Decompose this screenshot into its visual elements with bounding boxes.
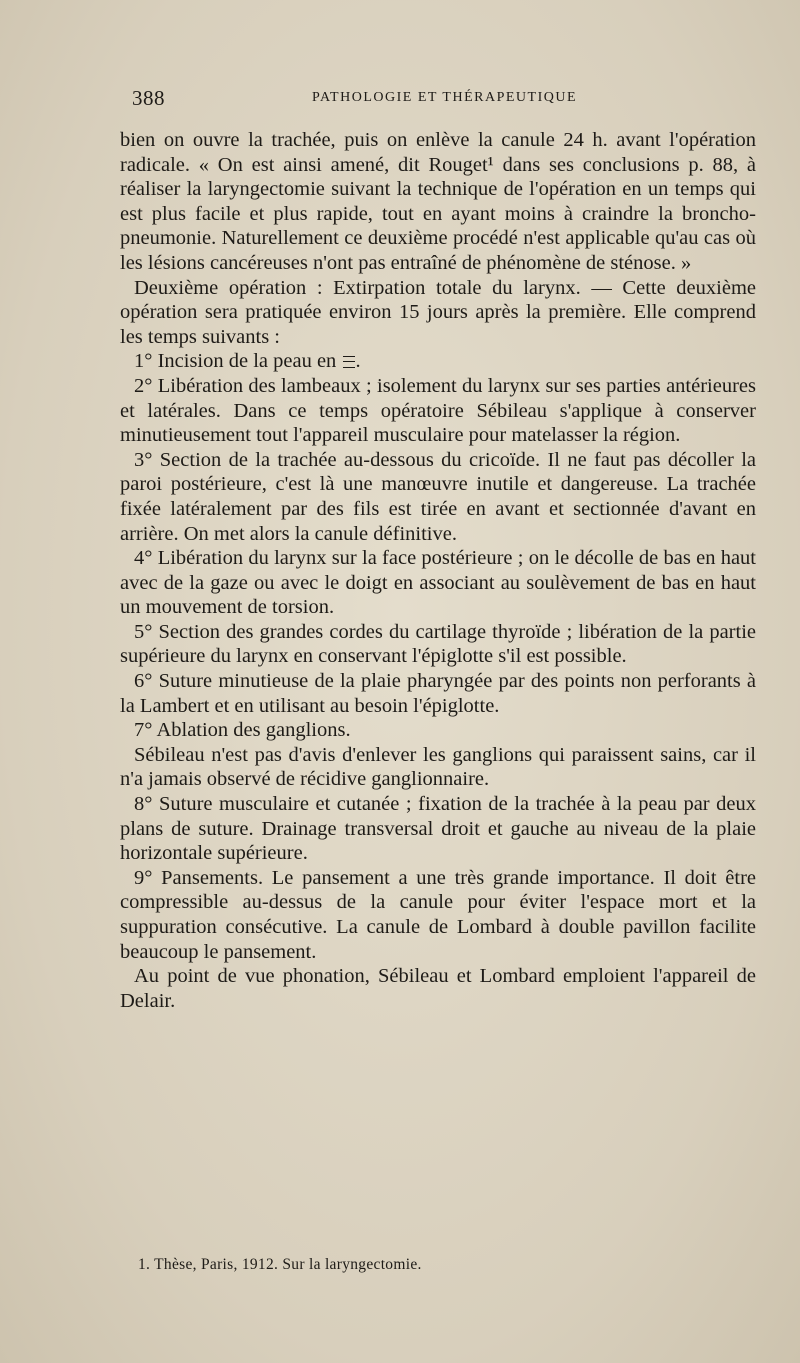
running-title: PATHOLOGIE ET THÉRAPEUTIQUE bbox=[312, 90, 578, 105]
paragraph-step-7: 7° Ablation des ganglions. bbox=[134, 719, 351, 742]
paragraph-second-operation: Deuxième opération : Extirpation totale du larynx. — Cette deuxième opération sera pratiquée environ 15 jours après la première. Elle comprend les temps suivants : bbox=[120, 276, 756, 348]
paragraph-step-6: 6° Suture minutieuse de la plaie pharyngée par des points non perforants à la Lambert et en utilisant au besoin l'épiglotte. bbox=[120, 670, 756, 717]
paragraph-step-1: 1° Incision de la peau en . bbox=[134, 350, 361, 373]
page-header bbox=[132, 86, 760, 116]
paragraph-step-9: 9° Pansements. Le pansement a une très grande importance. Il doit être compressible au-dessus de la canule pour éviter l'espace mort et la suppuration consécutive. La canule de Lombard à double pavillon facilite beaucoup le pansement. bbox=[120, 866, 756, 963]
paragraph-step-8: 8° Suture musculaire et cutanée ; fixation de la trachée à la peau par deux plans de suture. Drainage transversal droit et gauche au niveau de la plaie horizontale supérieure. bbox=[120, 793, 756, 865]
paragraph-ganglions-note: Sébileau n'est pas d'avis d'enlever les ganglions qui paraissent sains, car il n'a jamais observé de récidive ganglionnaire. bbox=[120, 743, 756, 791]
incision-shape-icon bbox=[343, 356, 355, 368]
step-1-text: 1° Incision de la peau en bbox=[134, 350, 337, 373]
body-text bbox=[120, 128, 756, 1013]
paragraph-intro: bien on ouvre la trachée, puis on enlève la canule 24 h. avant l'opération radicale. « On est ainsi amené, dit Rouget¹ dans ses conclusions p. 88, à réaliser la laryngectomie suivant la technique de l'opération en un temps qui est plus facile et plus rapide, tout en ayant moins à craindre la broncho-pneumonie. Naturellement ce deuxième procédé n'est applicable qu'au cas où les lésions cancéreuses n'ont pas entraîné de phénomène de sténose. » bbox=[120, 129, 756, 274]
paragraph-phonation: Au point de vue phonation, Sébileau et Lombard emploient l'appareil de Delair. bbox=[120, 965, 756, 1012]
paragraph-step-3: 3° Section de la trachée au-dessous du cricoïde. Il ne faut pas décoller la paroi postérieure, c'est là une manœuvre inutile et dangereuse. La trachée fixée latéralement par des fils est tirée en avant et sectionnée d'avant en arrière. On met alors la canule définitive. bbox=[120, 448, 756, 545]
paragraph-step-5: 5° Section des grandes cordes du cartilage thyroïde ; libération de la partie supérieure du larynx en conservant l'épiglotte s'il est possible. bbox=[120, 620, 756, 668]
paragraph-step-4: 4° Libération du larynx sur la face postérieure ; on le décolle de bas en haut avec de la gaze ou avec le doigt en associant au soulèvement de bas en haut un mouvement de torsion. bbox=[120, 547, 756, 619]
page-number: 388 bbox=[132, 86, 165, 110]
footnote: 1. Thèse, Paris, 1912. Sur la laryngectomie. bbox=[138, 1256, 422, 1273]
paragraph-step-2: 2° Libération des lambeaux ; isolement du larynx sur ses parties antérieures et latérales. Dans ce temps opératoire Sébileau s'applique à conserver minutieusement tout l'appareil musculaire pour matelasser la région. bbox=[120, 374, 756, 447]
